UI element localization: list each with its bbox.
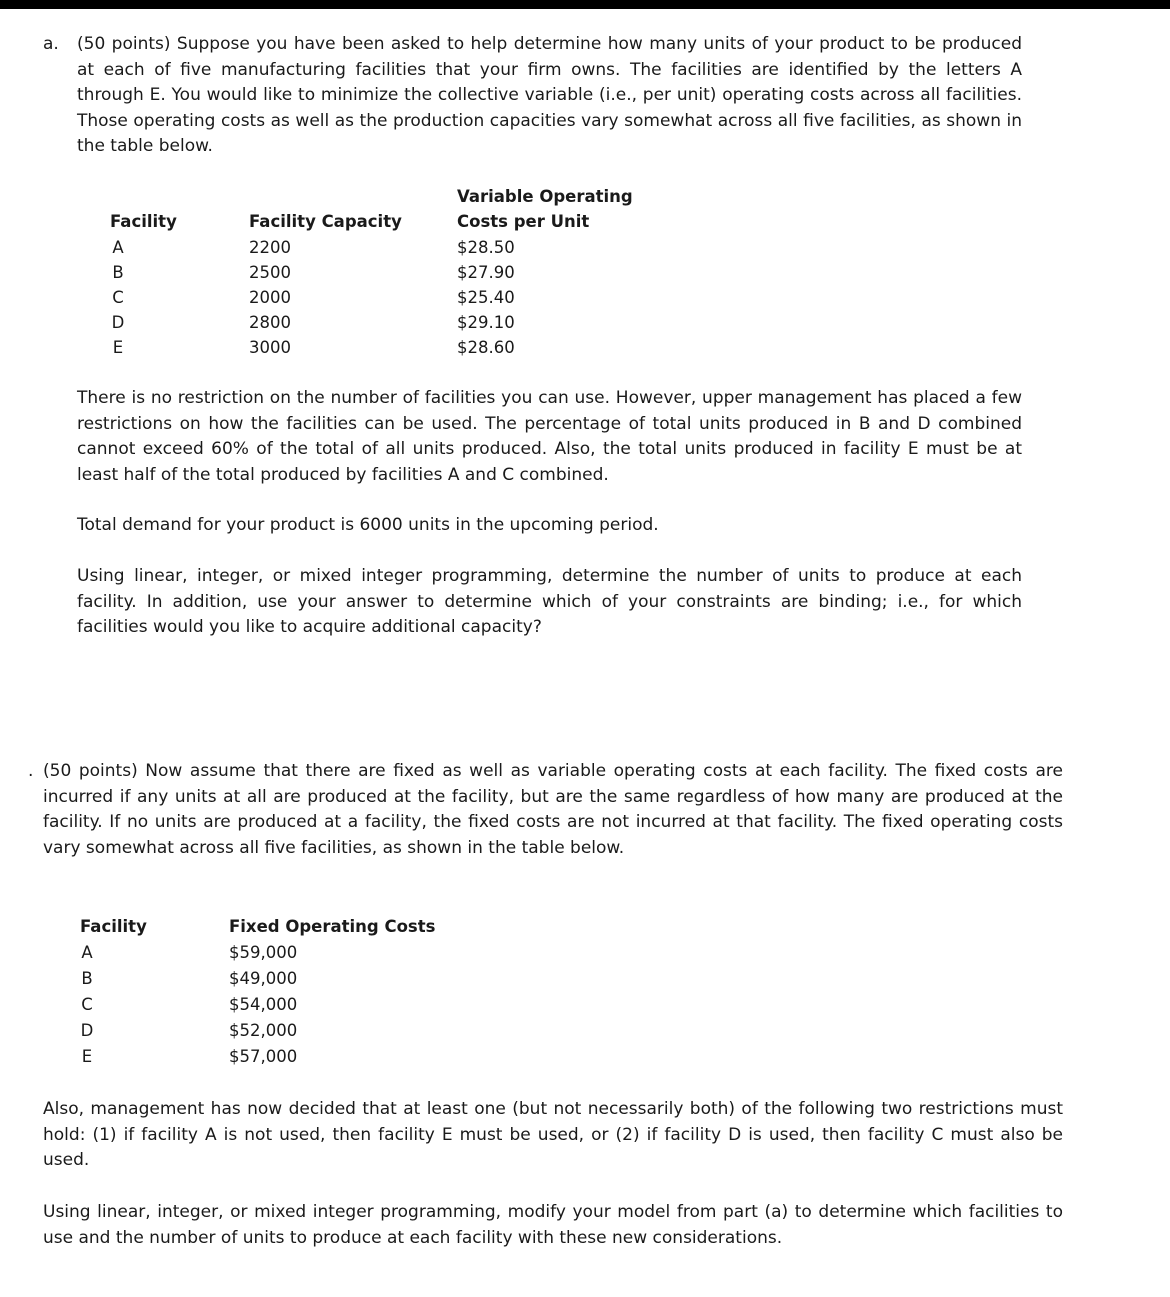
row-e-capacity: 3000: [249, 338, 291, 357]
row-c-capacity: 2000: [249, 288, 291, 307]
fixed-row-d-cost: $52,000: [229, 1021, 298, 1040]
part-b-marker: .: [28, 761, 34, 781]
part-b-intro: (50 points) Now assume that there are fixed as well as variable operating costs at each facility. The fixed costs are incurred if any units at all are produced at the facility, but are the same regardless of how many are produced at the facility. If no units are produced at a facility, the fixed costs are not incurred at that facility. The fixed operating costs vary somewhat across all five facilities, as shown in the table below.: [43, 761, 1063, 858]
fixed-row-c-cost: $54,000: [229, 995, 298, 1014]
row-a-cost: $28.50: [457, 238, 515, 257]
fixed-row-e-facility: E: [81, 1047, 93, 1066]
row-d-facility: D: [111, 313, 125, 332]
part-a-restrictions: There is no restriction on the number of facilities you can use. However, upper management has placed a few restrictions on how the facilities can be used. The percentage of total units produced in B and D combined cannot exceed 60% of the total of all units produced. Also, the total units produced in facility E must be at least half of the total produced by facilities A and C combined.: [77, 388, 1022, 485]
row-b-cost: $27.90: [457, 263, 515, 282]
top-border: [0, 0, 1170, 9]
fixed-header-cost: Fixed Operating Costs: [229, 917, 436, 936]
part-a-question: Using linear, integer, or mixed integer programming, determine the number of units to produce at each facility. In addition, use your answer to determine which of your constraints are binding; i.e., for which facilities would you like to acquire additional capacity?: [77, 566, 1022, 638]
row-e-facility: E: [112, 338, 124, 357]
row-c-facility: C: [112, 288, 124, 307]
fixed-row-b-cost: $49,000: [229, 969, 298, 988]
row-b-capacity: 2500: [249, 263, 291, 282]
row-d-cost: $29.10: [457, 313, 515, 332]
fixed-row-b-facility: B: [81, 969, 93, 988]
header-variable-cost-line2: Costs per Unit: [457, 212, 590, 231]
part-a-intro: (50 points) Suppose you have been asked to help determine how many units of your product to be produced at each of five manufacturing facilities that your firm owns. The facilities are identified by the letters A through E. You would like to minimize the collective variable (i.e., per unit) operating costs across all facilities. Those operating costs as well as the production capacities vary somewhat across all five facilities, as shown in the table below.: [77, 34, 1022, 157]
fixed-row-c-facility: C: [81, 995, 93, 1014]
fixed-row-a-facility: A: [81, 943, 93, 962]
part-a-demand: Total demand for your product is 6000 units in the upcoming period.: [77, 515, 659, 535]
fixed-row-a-cost: $59,000: [229, 943, 298, 962]
row-b-facility: B: [112, 263, 124, 282]
row-e-cost: $28.60: [457, 338, 515, 357]
row-c-cost: $25.40: [457, 288, 515, 307]
fixed-header-facility: Facility: [80, 917, 147, 936]
header-capacity: Facility Capacity: [249, 212, 402, 231]
row-a-facility: A: [112, 238, 124, 257]
fixed-row-d-facility: D: [80, 1021, 94, 1040]
row-d-capacity: 2800: [249, 313, 291, 332]
header-variable-cost-line1: Variable Operating: [457, 187, 633, 206]
row-a-capacity: 2200: [249, 238, 291, 257]
part-a-marker: a.: [43, 34, 59, 54]
fixed-row-e-cost: $57,000: [229, 1047, 298, 1066]
part-b-question: Using linear, integer, or mixed integer programming, modify your model from part (a) to determine which facilities to use and the number of units to produce at each facility with these new considerations.: [43, 1202, 1063, 1248]
header-facility: Facility: [110, 212, 177, 231]
part-b-management: Also, management has now decided that at least one (but not necessarily both) of the following two restrictions must hold: (1) if facility A is not used, then facility E must be used, or (2) if facility D is used, then facility C must also be used.: [43, 1099, 1063, 1171]
